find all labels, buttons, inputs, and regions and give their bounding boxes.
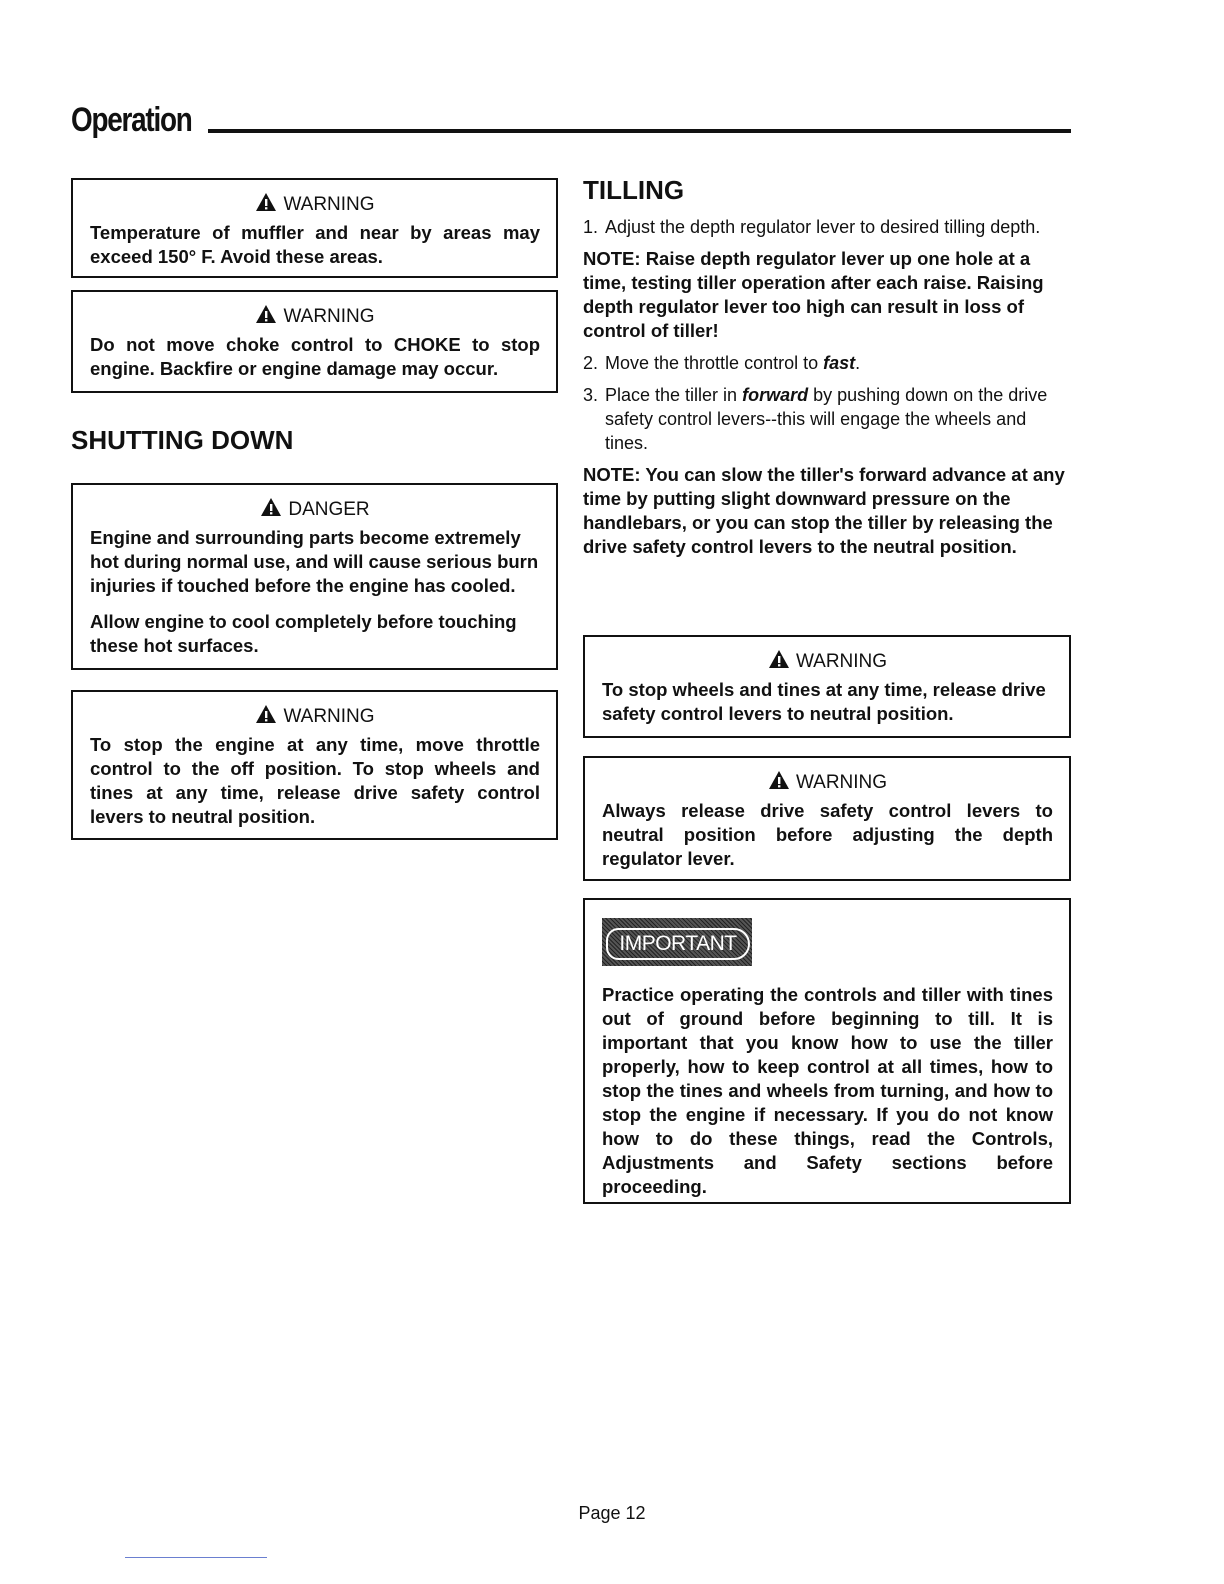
list-item: 1. Adjust the depth regulator lever to desired tilling depth. [583, 217, 1041, 237]
danger-box [71, 483, 558, 670]
note-slow-advance: NOTE: You can slow the tiller's forward advance at any time by putting slight downward pressure on the handlebars, or you can stop the tiller by releasing the drive safety control levers to the neutral position. [583, 464, 1065, 557]
warning-muffler-box [71, 178, 558, 278]
important-text: Practice operating the controls and tiller with tines out of ground before beginning to till. It is important that you know how to use the tiller properly, how to keep control at all times, how to stop the tines and wheels from turning, and how to stop the engine if necessary. If you do not know how to do these things, read the Controls, Adjustments and Safety sections before proceeding. [602, 984, 1053, 1197]
warning-text: Temperature of muffler and near by areas may exceed 150° F. Avoid these areas. [90, 222, 540, 267]
danger-text: Engine and surrounding parts become extremely hot during normal use, and will cause serious burn injuries if touched before the engine has cooled. [90, 527, 539, 596]
warning-triangle-icon [768, 770, 790, 790]
warning-text: To stop wheels and tines at any time, release drive safety control levers to neutral position. [602, 679, 1046, 724]
warning-triangle-icon [768, 649, 790, 669]
section-title-shutting-down: SHUTTING DOWN [71, 425, 294, 455]
page-number: Page 12 [578, 1503, 646, 1523]
danger-header: DANGER [90, 497, 540, 521]
header-rule [208, 129, 1071, 133]
warning-text: To stop the engine at any time, move throttle control to the off position. To stop wheels and tines at any time, release drive safety control levers to neutral position. [90, 734, 540, 827]
warning-header: WARNING [90, 304, 540, 328]
tilling-section [583, 173, 1073, 559]
warning-triangle-icon [255, 704, 277, 724]
warning-text: Always release drive safety control levers to neutral position before adjusting the depth regulator lever. [602, 800, 1053, 869]
warning-triangle-icon [255, 192, 277, 212]
footer-divider [125, 1557, 267, 1558]
warning-choke-box [71, 290, 558, 393]
warning-release-levers-box [583, 756, 1071, 881]
warning-stop-engine-box [71, 690, 558, 840]
warning-header: WARNING [602, 649, 1053, 673]
list-item: 3. Place the tiller in forward by pushing down on the drive safety control levers--this will engage the wheels and tines. [583, 385, 1048, 453]
important-box [583, 898, 1071, 1204]
important-badge: IMPORTANT [602, 918, 752, 966]
warning-header: WARNING [602, 770, 1053, 794]
note-depth-regulator: NOTE: Raise depth regulator lever up one hole at a time, testing tiller operation after each raise. Raising depth regulator lever too high can result in loss of control of tiller! [583, 248, 1044, 341]
page-header [71, 100, 1071, 140]
warning-triangle-icon [260, 497, 282, 517]
warning-text: Do not move choke control to CHOKE to stop engine. Backfire or engine damage may occur. [90, 334, 540, 379]
warning-header: WARNING [90, 704, 540, 728]
warning-triangle-icon [255, 304, 277, 324]
list-item: 2. Move the throttle control to fast. [583, 353, 861, 373]
warning-stop-wheels-box [583, 635, 1071, 738]
section-title-tilling: TILLING [583, 175, 685, 205]
danger-text-2: Allow engine to cool completely before touching these hot surfaces. [90, 611, 517, 656]
warning-header: WARNING [90, 192, 540, 216]
page-title: Operation [71, 101, 192, 139]
